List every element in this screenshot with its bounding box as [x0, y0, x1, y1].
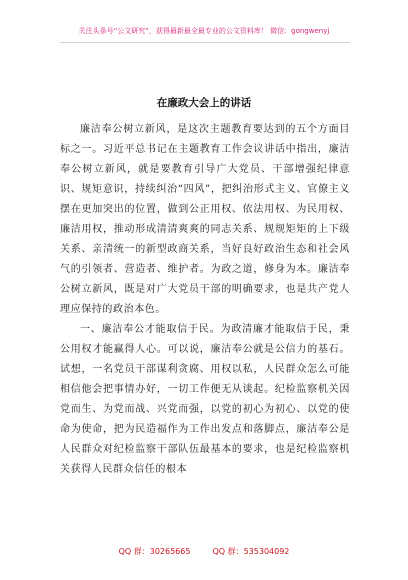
- document-title: 在廉政大会上的讲话: [156, 97, 252, 109]
- body-paragraph-1: 廉洁奉公树立新风，是这次主题教育要达到的五个方面目标之一。习近平总书记在主题教育工作会议讲话中指出，廉洁奉公树立新风，就是要教育引导广大党员、干部增强纪律意识、规矩意识，持续纠治“四风”，把纠治形式主义、官僚主义摆在更加突出的位置，做到公正用权、依法用权、为民用权、廉洁用权，推动形成清清爽爽的同志关系、规规矩矩的上下级关系、亲清统一的新型政商关系，当好良好政治生态和社会风气的引领者、营造者、维护者。为政之道，修身为本。廉洁奉公树立新风，既是对广大党员干部的明确要求，也是共产党人理应保持的政治本色。: [60, 124, 350, 315]
- footer-contact: [0, 546, 408, 557]
- document-body: [60, 112, 350, 480]
- body-paragraph-2: 一、廉洁奉公才能取信于民。为政清廉才能取信于民，秉公用权才能赢得人心。可以说，廉洁奉公就是公信力的基石。试想，一名党员干部谋利贪腐、用权以私，人民群众怎么可能相信他会把事情办好，一切工作便无从谈起。纪检监察机关因党而生、为党而战、兴党而强，以党的初心为初心、以党的使命为使命，把为民造福作为工作出发点和落脚点，廉洁奉公是人民群众对纪检监察干部队伍最基本的要求，也是纪检监察机关获得人民群众信任的根本: [60, 324, 350, 475]
- header-divider: [60, 42, 350, 43]
- footer-qq-group-2: QQ 群：535304092: [212, 547, 290, 556]
- footer-qq-group-1: QQ 群：30265665: [118, 547, 191, 556]
- header-banner: 关注头条号“公文研究”，获得最新最全最专业的公文资料库！ 微信：gongwenyj: [78, 27, 330, 35]
